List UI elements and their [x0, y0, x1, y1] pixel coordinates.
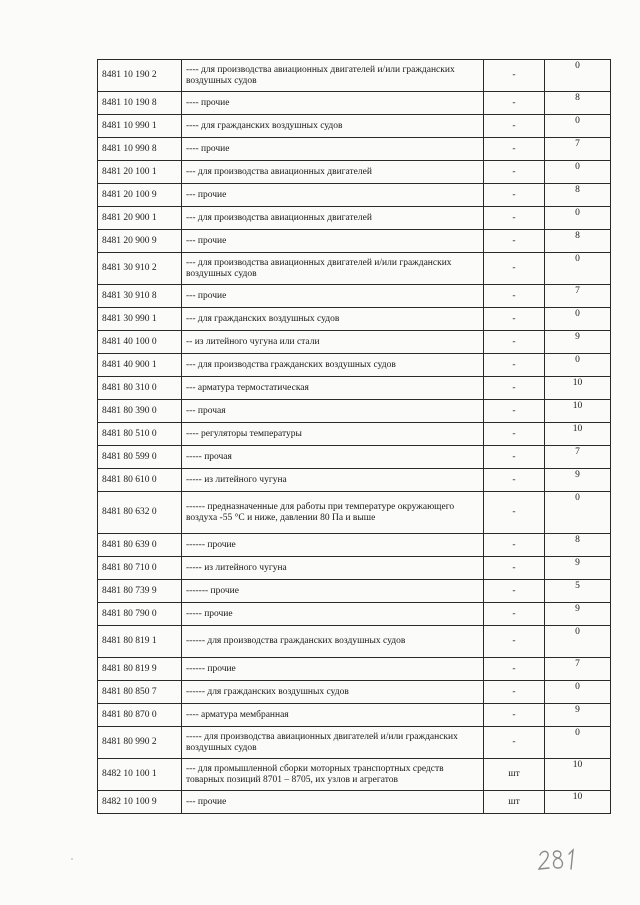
description-cell: ----- прочая [182, 446, 484, 469]
rate-cell: 9 [545, 469, 611, 492]
description-cell: --- для производства авиационных двигателей и/или гражданских воздушных судов [182, 253, 484, 285]
rate-cell: 0 [545, 115, 611, 138]
code-cell: 8481 40 100 0 [98, 331, 182, 354]
unit-cell: - [484, 230, 545, 253]
table-row [98, 681, 611, 704]
code-cell: 8481 10 990 1 [98, 115, 182, 138]
unit-cell: шт [484, 791, 545, 814]
description-cell: ------- прочие [182, 580, 484, 603]
description-cell: ------ для производства гражданских воздушных судов [182, 626, 484, 658]
table-row [98, 759, 611, 791]
unit-cell: - [484, 658, 545, 681]
description-cell: --- для гражданских воздушных судов [182, 308, 484, 331]
code-cell: 8481 80 739 9 [98, 580, 182, 603]
code-cell: 8481 10 190 2 [98, 60, 182, 92]
rate-cell: 9 [545, 331, 611, 354]
table-row [98, 285, 611, 308]
rate-cell: 7 [545, 285, 611, 308]
rate-cell: 5 [545, 580, 611, 603]
table-row [98, 253, 611, 285]
unit-cell: - [484, 727, 545, 759]
description-cell: ------ прочие [182, 658, 484, 681]
code-cell: 8481 80 310 0 [98, 377, 182, 400]
description-cell: ------ для гражданских воздушных судов [182, 681, 484, 704]
table-row [98, 580, 611, 603]
code-cell: 8481 80 819 1 [98, 626, 182, 658]
description-cell: ----- для производства авиационных двигателей и/или гражданских воздушных судов [182, 727, 484, 759]
code-cell: 8481 80 610 0 [98, 469, 182, 492]
code-cell: 8481 80 710 0 [98, 557, 182, 580]
unit-cell: - [484, 603, 545, 626]
table-row [98, 92, 611, 115]
handwritten-page-number [536, 846, 586, 872]
code-cell: 8481 20 900 1 [98, 207, 182, 230]
rate-cell: 0 [545, 60, 611, 92]
rate-cell: 0 [545, 626, 611, 658]
table-row [98, 161, 611, 184]
rate-cell: 8 [545, 230, 611, 253]
unit-cell: - [484, 285, 545, 308]
rate-cell: 0 [545, 253, 611, 285]
description-cell: ---- регуляторы температуры [182, 423, 484, 446]
rate-cell: 0 [545, 354, 611, 377]
description-cell: --- прочие [182, 230, 484, 253]
table-row [98, 469, 611, 492]
description-cell: --- для производства гражданских воздушных судов [182, 354, 484, 377]
table-row [98, 492, 611, 534]
table-row [98, 603, 611, 626]
table-row [98, 230, 611, 253]
unit-cell: - [484, 60, 545, 92]
code-cell: 8481 80 639 0 [98, 534, 182, 557]
rate-cell: 8 [545, 184, 611, 207]
table-row [98, 60, 611, 92]
table-row [98, 557, 611, 580]
table-row [98, 423, 611, 446]
description-cell: --- арматура термостатическая [182, 377, 484, 400]
unit-cell: - [484, 469, 545, 492]
code-cell: 8481 80 850 7 [98, 681, 182, 704]
table-row [98, 354, 611, 377]
description-cell: ----- прочие [182, 603, 484, 626]
code-cell: 8481 80 790 0 [98, 603, 182, 626]
rate-cell: 0 [545, 161, 611, 184]
description-cell: --- для промышленной сборки моторных транспортных средств товарных позиций 8701 – 8705, их узлов и агрегатов [182, 759, 484, 791]
unit-cell: - [484, 557, 545, 580]
table-row [98, 207, 611, 230]
description-cell: ---- для гражданских воздушных судов [182, 115, 484, 138]
description-cell: ----- из литейного чугуна [182, 469, 484, 492]
rate-cell: 10 [545, 791, 611, 814]
code-cell: 8481 80 632 0 [98, 492, 182, 534]
code-cell: 8481 40 900 1 [98, 354, 182, 377]
code-cell: 8481 80 819 9 [98, 658, 182, 681]
table-row [98, 331, 611, 354]
scan-speck [71, 858, 73, 860]
description-cell: --- для производства авиационных двигателей [182, 207, 484, 230]
rate-cell: 10 [545, 423, 611, 446]
unit-cell: - [484, 423, 545, 446]
description-cell: --- прочие [182, 791, 484, 814]
unit-cell: - [484, 253, 545, 285]
description-cell: --- для производства авиационных двигателей [182, 161, 484, 184]
unit-cell: - [484, 377, 545, 400]
table-row [98, 400, 611, 423]
code-cell: 8481 30 990 1 [98, 308, 182, 331]
code-cell: 8481 30 910 8 [98, 285, 182, 308]
unit-cell: - [484, 580, 545, 603]
table-row [98, 626, 611, 658]
rate-cell: 9 [545, 704, 611, 727]
description-cell: ----- из литейного чугуна [182, 557, 484, 580]
rate-cell: 9 [545, 603, 611, 626]
rate-cell: 10 [545, 759, 611, 791]
code-cell: 8481 20 100 1 [98, 161, 182, 184]
table-row [98, 658, 611, 681]
table-row [98, 791, 611, 814]
rate-cell: 8 [545, 534, 611, 557]
table-row [98, 534, 611, 557]
code-cell: 8481 10 190 8 [98, 92, 182, 115]
description-cell: ---- прочие [182, 92, 484, 115]
table-row [98, 377, 611, 400]
rate-cell: 9 [545, 557, 611, 580]
description-cell: --- прочие [182, 285, 484, 308]
tariff-table [97, 59, 611, 814]
unit-cell: - [484, 138, 545, 161]
description-cell: ------ предназначенные для работы при температуре окружающего воздуха -55 °С и ниже, давлении 80 Па и выше [182, 492, 484, 534]
rate-cell: 0 [545, 207, 611, 230]
description-cell: ---- прочие [182, 138, 484, 161]
rate-cell: 0 [545, 681, 611, 704]
table-row [98, 308, 611, 331]
rate-cell: 0 [545, 308, 611, 331]
description-cell: ------ прочие [182, 534, 484, 557]
rate-cell: 7 [545, 658, 611, 681]
unit-cell: - [484, 534, 545, 557]
code-cell: 8481 30 910 2 [98, 253, 182, 285]
code-cell: 8482 10 100 1 [98, 759, 182, 791]
code-cell: 8481 10 990 8 [98, 138, 182, 161]
table-row [98, 727, 611, 759]
unit-cell: - [484, 92, 545, 115]
unit-cell: - [484, 681, 545, 704]
code-cell: 8481 80 390 0 [98, 400, 182, 423]
code-cell: 8481 80 599 0 [98, 446, 182, 469]
code-cell: 8481 80 510 0 [98, 423, 182, 446]
unit-cell: - [484, 626, 545, 658]
table-row [98, 446, 611, 469]
code-cell: 8481 20 900 9 [98, 230, 182, 253]
rate-cell: 7 [545, 138, 611, 161]
tariff-table-body [98, 60, 611, 814]
unit-cell: - [484, 354, 545, 377]
rate-cell: 0 [545, 492, 611, 534]
unit-cell: - [484, 331, 545, 354]
unit-cell: - [484, 207, 545, 230]
unit-cell: шт [484, 759, 545, 791]
rate-cell: 8 [545, 92, 611, 115]
description-cell: ---- арматура мембранная [182, 704, 484, 727]
rate-cell: 7 [545, 446, 611, 469]
table-row [98, 704, 611, 727]
description-cell: ---- для производства авиационных двигателей и/или гражданских воздушных судов [182, 60, 484, 92]
unit-cell: - [484, 115, 545, 138]
code-cell: 8481 80 990 2 [98, 727, 182, 759]
description-cell: --- прочие [182, 184, 484, 207]
unit-cell: - [484, 704, 545, 727]
description-cell: --- прочая [182, 400, 484, 423]
code-cell: 8481 80 870 0 [98, 704, 182, 727]
rate-cell: 10 [545, 377, 611, 400]
unit-cell: - [484, 446, 545, 469]
unit-cell: - [484, 161, 545, 184]
unit-cell: - [484, 308, 545, 331]
unit-cell: - [484, 400, 545, 423]
table-row [98, 184, 611, 207]
code-cell: 8481 20 100 9 [98, 184, 182, 207]
unit-cell: - [484, 492, 545, 534]
unit-cell: - [484, 184, 545, 207]
table-row [98, 115, 611, 138]
rate-cell: 0 [545, 727, 611, 759]
description-cell: -- из литейного чугуна или стали [182, 331, 484, 354]
table-row [98, 138, 611, 161]
code-cell: 8482 10 100 9 [98, 791, 182, 814]
rate-cell: 10 [545, 400, 611, 423]
